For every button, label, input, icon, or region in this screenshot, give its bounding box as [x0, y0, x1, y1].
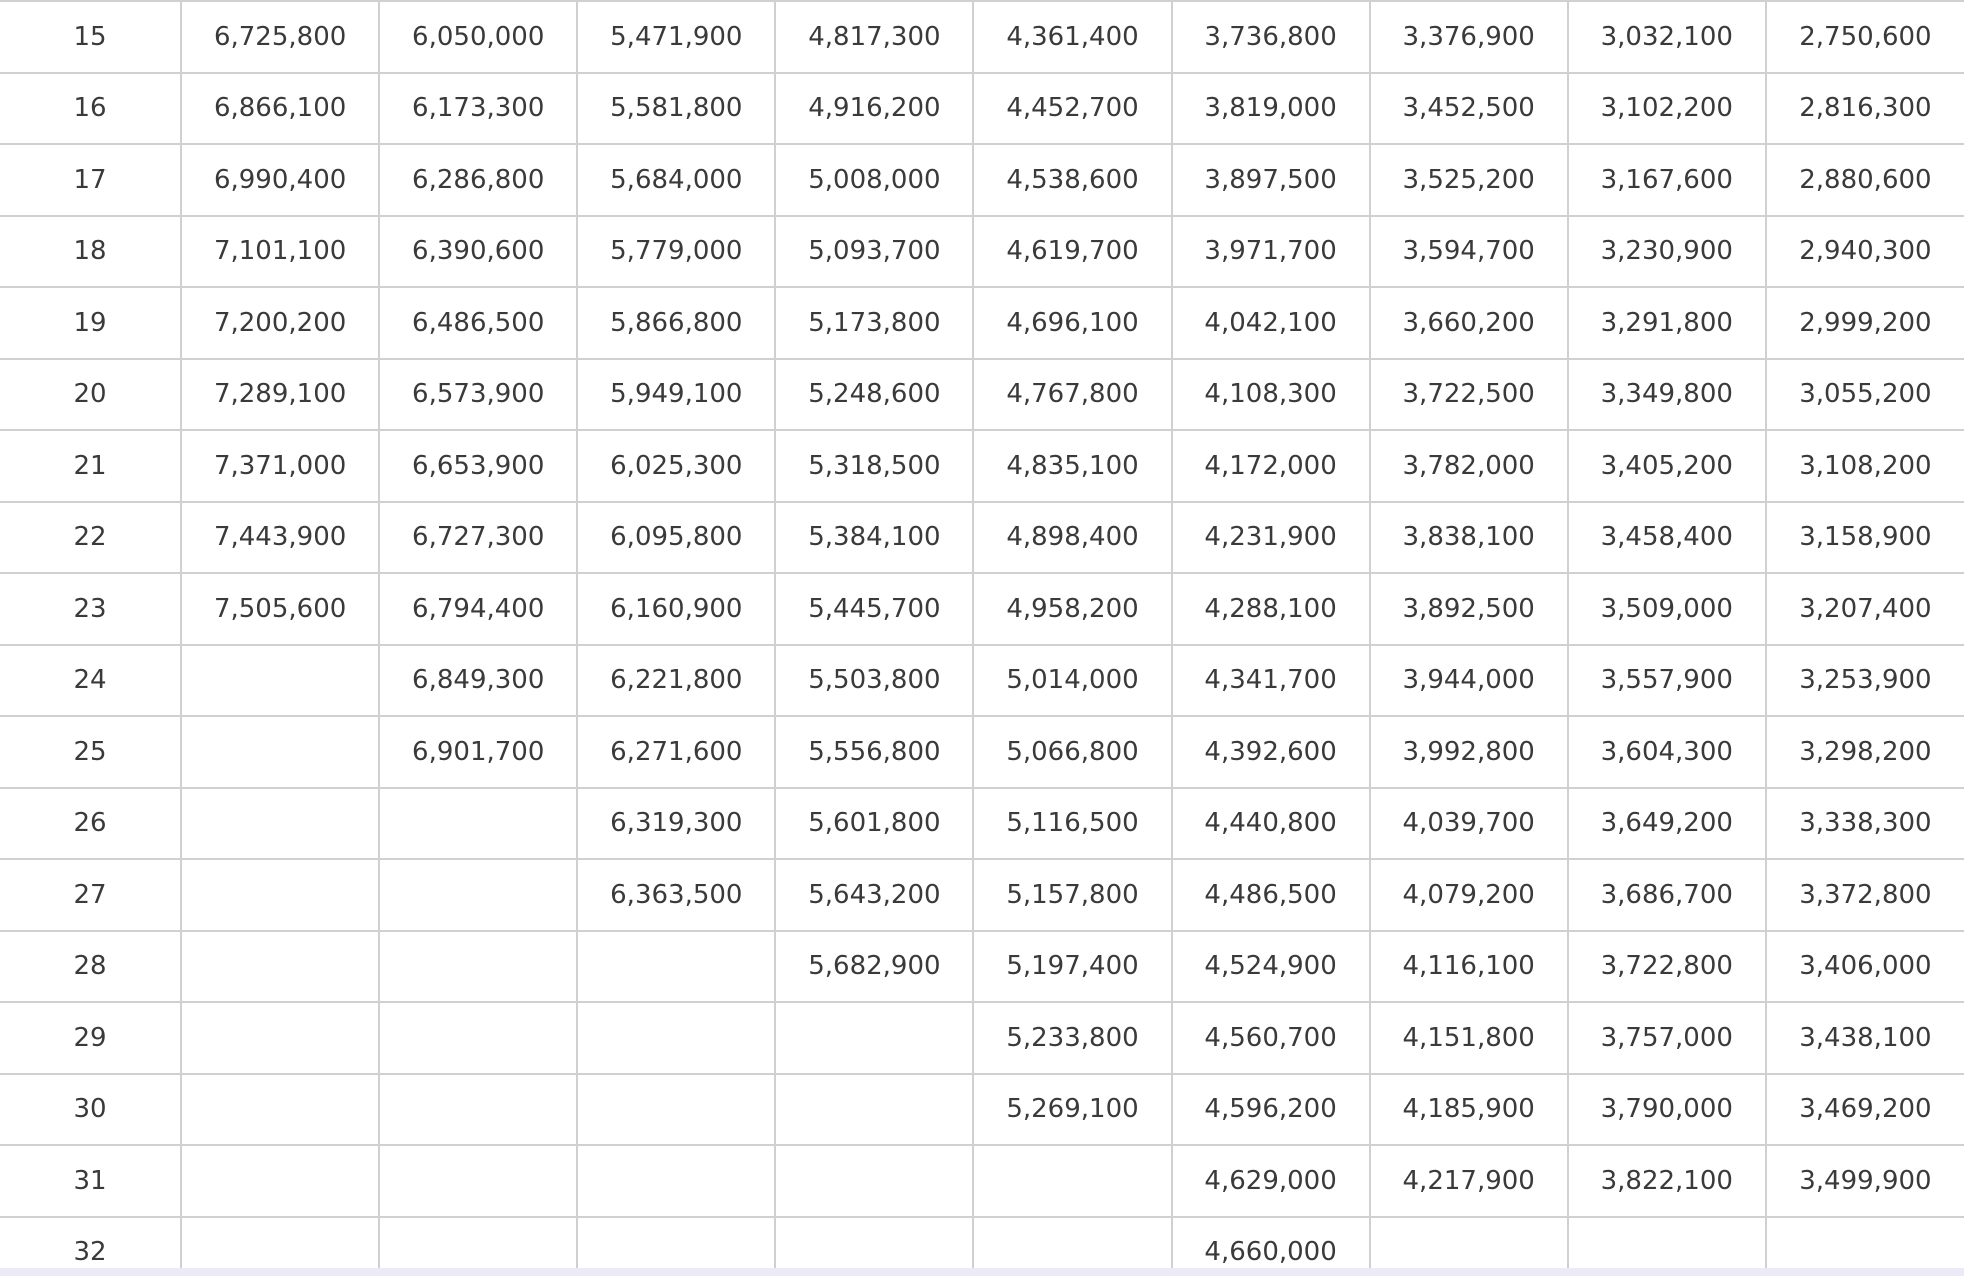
- table-cell: 3,838,100: [1370, 502, 1568, 574]
- table-cell: 4,217,900: [1370, 1145, 1568, 1217]
- table-cell: 7,443,900: [181, 502, 379, 574]
- table-cell: 6,866,100: [181, 73, 379, 145]
- table-cell: 4,151,800: [1370, 1002, 1568, 1074]
- table-cell: 3,230,900: [1568, 216, 1766, 288]
- table-cell: 5,318,500: [775, 430, 973, 502]
- scroll-area-bottom-edge: [0, 1268, 1964, 1276]
- table-cell: [775, 1002, 973, 1074]
- row-label-cell: 22: [0, 502, 181, 574]
- table-row: [0, 788, 1964, 860]
- table-cell: 4,486,500: [1172, 859, 1370, 931]
- table-cell: [775, 1145, 973, 1217]
- table-cell: 5,684,000: [577, 144, 775, 216]
- table-cell: 7,505,600: [181, 573, 379, 645]
- table-cell: [379, 931, 577, 1003]
- table-row: [0, 1217, 1964, 1269]
- table-cell: 5,157,800: [973, 859, 1171, 931]
- table-cell: 4,596,200: [1172, 1074, 1370, 1146]
- table-cell: [181, 931, 379, 1003]
- table-cell: 3,722,500: [1370, 359, 1568, 431]
- table-cell: [379, 1217, 577, 1269]
- table-cell: 4,288,100: [1172, 573, 1370, 645]
- table-cell: 3,102,200: [1568, 73, 1766, 145]
- table-cell: 6,794,400: [379, 573, 577, 645]
- table-cell: [379, 1074, 577, 1146]
- row-label-cell: 32: [0, 1217, 181, 1269]
- table-cell: 3,338,300: [1766, 788, 1964, 860]
- table-cell: 4,231,900: [1172, 502, 1370, 574]
- table-cell: 4,185,900: [1370, 1074, 1568, 1146]
- table-cell: 3,158,900: [1766, 502, 1964, 574]
- table-cell: 4,696,100: [973, 287, 1171, 359]
- table-cell: 3,405,200: [1568, 430, 1766, 502]
- table-cell: 6,990,400: [181, 144, 379, 216]
- table-row: [0, 716, 1964, 788]
- row-label-cell: 19: [0, 287, 181, 359]
- row-label-cell: 26: [0, 788, 181, 860]
- table-cell: 6,095,800: [577, 502, 775, 574]
- table-cell: 5,248,600: [775, 359, 973, 431]
- table-cell: 5,116,500: [973, 788, 1171, 860]
- table-row: [0, 931, 1964, 1003]
- table-cell: 5,269,100: [973, 1074, 1171, 1146]
- table-cell: [775, 1074, 973, 1146]
- table-cell: 3,452,500: [1370, 73, 1568, 145]
- table-cell: 5,384,100: [775, 502, 973, 574]
- table-cell: [379, 1145, 577, 1217]
- table-cell: 3,525,200: [1370, 144, 1568, 216]
- table-cell: 3,469,200: [1766, 1074, 1964, 1146]
- row-label-cell: 31: [0, 1145, 181, 1217]
- table-cell: [1766, 1217, 1964, 1269]
- row-label-cell: 24: [0, 645, 181, 717]
- table-row: [0, 1002, 1964, 1074]
- table-cell: 5,949,100: [577, 359, 775, 431]
- table-cell: [181, 859, 379, 931]
- table-cell: 6,271,600: [577, 716, 775, 788]
- table-cell: 3,499,900: [1766, 1145, 1964, 1217]
- table-cell: 4,440,800: [1172, 788, 1370, 860]
- row-label-cell: 23: [0, 573, 181, 645]
- table-cell: 5,471,900: [577, 1, 775, 73]
- table-body: [0, 1, 1964, 1268]
- table-cell: 6,025,300: [577, 430, 775, 502]
- table-cell: 3,291,800: [1568, 287, 1766, 359]
- table-cell: 6,725,800: [181, 1, 379, 73]
- table-cell: 5,503,800: [775, 645, 973, 717]
- table-cell: 3,790,000: [1568, 1074, 1766, 1146]
- table-cell: 5,014,000: [973, 645, 1171, 717]
- table-row: [0, 73, 1964, 145]
- table-cell: 7,200,200: [181, 287, 379, 359]
- table-cell: 3,757,000: [1568, 1002, 1766, 1074]
- table-row: [0, 859, 1964, 931]
- table-cell: 3,594,700: [1370, 216, 1568, 288]
- table-cell: 2,940,300: [1766, 216, 1964, 288]
- table-cell: [973, 1145, 1171, 1217]
- table-cell: 4,341,700: [1172, 645, 1370, 717]
- table-cell: 4,629,000: [1172, 1145, 1370, 1217]
- table-cell: 5,008,000: [775, 144, 973, 216]
- row-label-cell: 17: [0, 144, 181, 216]
- table-cell: [577, 1145, 775, 1217]
- table-cell: 3,822,100: [1568, 1145, 1766, 1217]
- table-cell: 4,767,800: [973, 359, 1171, 431]
- table-cell: 4,079,200: [1370, 859, 1568, 931]
- table-cell: 5,445,700: [775, 573, 973, 645]
- table-cell: 4,958,200: [973, 573, 1171, 645]
- table-cell: [379, 1002, 577, 1074]
- table-row: [0, 144, 1964, 216]
- table-cell: 3,108,200: [1766, 430, 1964, 502]
- table-cell: [1370, 1217, 1568, 1269]
- table-cell: 3,722,800: [1568, 931, 1766, 1003]
- table-row: [0, 359, 1964, 431]
- table-cell: 3,509,000: [1568, 573, 1766, 645]
- table-cell: 6,221,800: [577, 645, 775, 717]
- table-cell: 3,207,400: [1766, 573, 1964, 645]
- table-cell: 3,649,200: [1568, 788, 1766, 860]
- table-cell: 3,167,600: [1568, 144, 1766, 216]
- table-cell: 3,406,000: [1766, 931, 1964, 1003]
- table-cell: 4,116,100: [1370, 931, 1568, 1003]
- table-cell: 3,819,000: [1172, 73, 1370, 145]
- row-label-cell: 30: [0, 1074, 181, 1146]
- table-cell: 2,880,600: [1766, 144, 1964, 216]
- table-cell: 7,101,100: [181, 216, 379, 288]
- table-cell: 3,253,900: [1766, 645, 1964, 717]
- table-row: [0, 287, 1964, 359]
- table-cell: 6,573,900: [379, 359, 577, 431]
- table-cell: [577, 1074, 775, 1146]
- table-cell: [973, 1217, 1171, 1269]
- table-cell: 2,750,600: [1766, 1, 1964, 73]
- table-cell: [181, 716, 379, 788]
- table-cell: 4,835,100: [973, 430, 1171, 502]
- table-cell: 5,779,000: [577, 216, 775, 288]
- table-cell: [181, 788, 379, 860]
- table-cell: 6,363,500: [577, 859, 775, 931]
- table-row: [0, 645, 1964, 717]
- table-cell: [577, 1002, 775, 1074]
- table-cell: [181, 645, 379, 717]
- table-cell: 4,108,300: [1172, 359, 1370, 431]
- table-cell: 5,601,800: [775, 788, 973, 860]
- table-cell: [577, 931, 775, 1003]
- table-cell: 4,817,300: [775, 1, 973, 73]
- table-cell: 4,619,700: [973, 216, 1171, 288]
- table-row: [0, 573, 1964, 645]
- table-cell: 6,727,300: [379, 502, 577, 574]
- table-cell: 3,055,200: [1766, 359, 1964, 431]
- table-cell: 3,892,500: [1370, 573, 1568, 645]
- table-cell: [1568, 1217, 1766, 1269]
- table-cell: 6,050,000: [379, 1, 577, 73]
- table-cell: [379, 788, 577, 860]
- table-cell: [181, 1002, 379, 1074]
- table-cell: 6,486,500: [379, 287, 577, 359]
- table-cell: 4,392,600: [1172, 716, 1370, 788]
- table-cell: 4,172,000: [1172, 430, 1370, 502]
- table-cell: 5,866,800: [577, 287, 775, 359]
- table-cell: 3,372,800: [1766, 859, 1964, 931]
- table-cell: [775, 1217, 973, 1269]
- table-cell: 5,581,800: [577, 73, 775, 145]
- table-cell: 5,093,700: [775, 216, 973, 288]
- table-cell: [577, 1217, 775, 1269]
- table-cell: 4,361,400: [973, 1, 1171, 73]
- table-cell: 3,458,400: [1568, 502, 1766, 574]
- table-row: [0, 502, 1964, 574]
- table-cell: 3,686,700: [1568, 859, 1766, 931]
- table-cell: [181, 1145, 379, 1217]
- table-cell: 3,660,200: [1370, 287, 1568, 359]
- table-row: [0, 1074, 1964, 1146]
- table-cell: 3,032,100: [1568, 1, 1766, 73]
- table-cell: 3,557,900: [1568, 645, 1766, 717]
- table-cell: 4,898,400: [973, 502, 1171, 574]
- table-cell: 6,286,800: [379, 144, 577, 216]
- table-cell: 5,233,800: [973, 1002, 1171, 1074]
- row-label-cell: 15: [0, 1, 181, 73]
- table-cell: 7,289,100: [181, 359, 379, 431]
- table-cell: [379, 859, 577, 931]
- table-cell: 6,173,300: [379, 73, 577, 145]
- table-cell: 4,039,700: [1370, 788, 1568, 860]
- table-cell: 4,452,700: [973, 73, 1171, 145]
- table-row: [0, 1145, 1964, 1217]
- table-cell: 2,816,300: [1766, 73, 1964, 145]
- table-cell: 5,682,900: [775, 931, 973, 1003]
- table-cell: 3,944,000: [1370, 645, 1568, 717]
- row-label-cell: 28: [0, 931, 181, 1003]
- table-row: [0, 216, 1964, 288]
- table-cell: 4,538,600: [973, 144, 1171, 216]
- table-cell: 3,376,900: [1370, 1, 1568, 73]
- table-cell: 3,298,200: [1766, 716, 1964, 788]
- row-label-cell: 29: [0, 1002, 181, 1074]
- table-cell: 6,653,900: [379, 430, 577, 502]
- table-cell: 3,992,800: [1370, 716, 1568, 788]
- table-cell: 3,971,700: [1172, 216, 1370, 288]
- table-cell: 3,349,800: [1568, 359, 1766, 431]
- table-row: [0, 1, 1964, 73]
- table-cell: 6,160,900: [577, 573, 775, 645]
- row-label-cell: 16: [0, 73, 181, 145]
- table-cell: 5,066,800: [973, 716, 1171, 788]
- row-label-cell: 27: [0, 859, 181, 931]
- table-cell: 4,524,900: [1172, 931, 1370, 1003]
- table-cell: 7,371,000: [181, 430, 379, 502]
- table-cell: 3,438,100: [1766, 1002, 1964, 1074]
- row-label-cell: 20: [0, 359, 181, 431]
- table-cell: 5,197,400: [973, 931, 1171, 1003]
- table-cell: 6,849,300: [379, 645, 577, 717]
- table-cell: 2,999,200: [1766, 287, 1964, 359]
- table-cell: 4,916,200: [775, 73, 973, 145]
- table-cell: 3,782,000: [1370, 430, 1568, 502]
- table-cell: 3,736,800: [1172, 1, 1370, 73]
- table-cell: [181, 1074, 379, 1146]
- table-cell: 3,897,500: [1172, 144, 1370, 216]
- table-cell: 4,560,700: [1172, 1002, 1370, 1074]
- table-cell: 6,390,600: [379, 216, 577, 288]
- table-row: [0, 430, 1964, 502]
- table-cell: 3,604,300: [1568, 716, 1766, 788]
- table-cell: 4,660,000: [1172, 1217, 1370, 1269]
- table-cell: 6,319,300: [577, 788, 775, 860]
- table-cell: [181, 1217, 379, 1269]
- table-cell: 5,173,800: [775, 287, 973, 359]
- row-label-cell: 25: [0, 716, 181, 788]
- row-label-cell: 18: [0, 216, 181, 288]
- table-cell: 4,042,100: [1172, 287, 1370, 359]
- table-cell: 5,556,800: [775, 716, 973, 788]
- row-label-cell: 21: [0, 430, 181, 502]
- table-cell: 5,643,200: [775, 859, 973, 931]
- table-cell: 6,901,700: [379, 716, 577, 788]
